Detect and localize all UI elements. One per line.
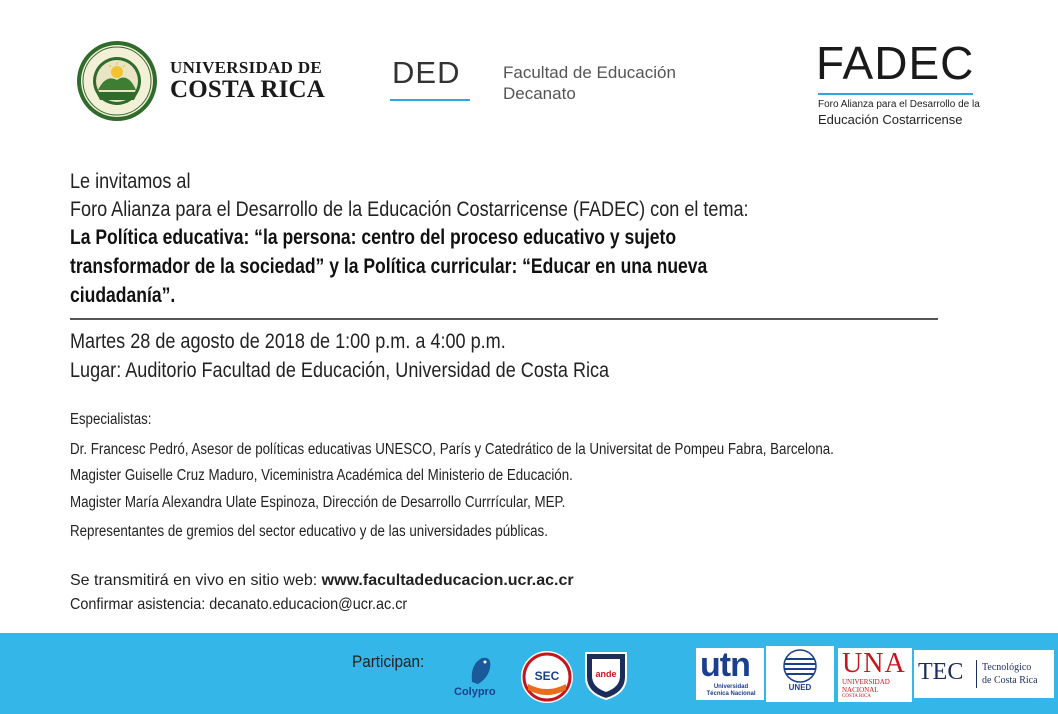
tec-divider bbox=[976, 660, 977, 688]
sec-logo bbox=[520, 650, 574, 704]
fadec-logo: FADEC bbox=[816, 37, 975, 89]
ande-text: ande bbox=[595, 669, 617, 679]
divider bbox=[70, 318, 938, 320]
stream-line bbox=[70, 572, 574, 590]
stream-url-link[interactable]: www.facultadeducacion.ucr.ac.cr bbox=[321, 572, 574, 589]
event-place: Lugar: Auditorio Facultad de Educación, Universidad de Costa Rica bbox=[70, 359, 610, 382]
event-title-line-3: ciudadanía”. bbox=[70, 284, 176, 307]
utn-logo bbox=[696, 648, 764, 700]
event-title-line-1: La Política educativa: “la persona: centro del proceso educativo y sujeto bbox=[70, 226, 677, 249]
facultad-decanato bbox=[503, 62, 676, 104]
event-title-line-2: transformador de la sociedad” y la Política curricular: “Educar en una nueva bbox=[70, 255, 708, 278]
ande-shield-logo bbox=[583, 649, 629, 701]
facultad-name: Facultad de Educación bbox=[503, 63, 676, 82]
uned-logo bbox=[766, 646, 834, 702]
decanato-name: Decanato bbox=[503, 84, 576, 103]
utn-wordmark: utn bbox=[700, 646, 750, 684]
fadec-subtitle-2: Educación Costarricense bbox=[818, 112, 963, 127]
una-subtitle-1: UNIVERSIDAD bbox=[842, 678, 890, 686]
tec-subtitle-2: de Costa Rica bbox=[982, 675, 1038, 686]
colypro-bird-icon bbox=[452, 652, 508, 688]
una-subtitle-2: NACIONAL bbox=[842, 686, 879, 694]
una-wordmark: UNA bbox=[842, 648, 906, 679]
specialist-item: Representantes de gremios del sector educativo y de las universidades públicas. bbox=[70, 523, 548, 540]
event-date: Martes 28 de agosto de 2018 de 1:00 p.m. a 4:00 p.m. bbox=[70, 330, 506, 353]
utn-subtitle-1: Universidad bbox=[713, 684, 749, 690]
fadec-underline bbox=[818, 93, 973, 95]
specialists-heading: Especialistas: bbox=[70, 411, 152, 428]
ucr-wordmark-line2: COSTA RICA bbox=[170, 76, 326, 103]
una-logo bbox=[838, 648, 912, 702]
ucr-wordmark-line1: UNIVERSIDAD DE bbox=[170, 58, 323, 77]
uned-text: UNED bbox=[788, 683, 812, 692]
una-subtitle-3: COSTA RICA bbox=[842, 694, 871, 699]
specialist-item: Magister María Alexandra Ulate Espinoza, Dirección de Desarrollo Currrícular, MEP. bbox=[70, 494, 566, 511]
ucr-seal-logo bbox=[76, 40, 158, 122]
sec-text: SEC bbox=[534, 669, 560, 683]
colypro-logo bbox=[452, 652, 508, 702]
tec-subtitle-1: Tecnológico bbox=[982, 662, 1032, 673]
invite-line-2: Foro Alianza para el Desarrollo de la Educación Costarricense (FADEC) con el tema: bbox=[70, 198, 749, 221]
uned-globe-icon bbox=[766, 646, 834, 686]
specialist-item: Magister Guiselle Cruz Maduro, Viceministra Académica del Ministerio de Educación. bbox=[70, 467, 573, 484]
ucr-wordmark bbox=[170, 59, 325, 102]
fadec-subtitle-1: Foro Alianza para el Desarrollo de la bbox=[818, 99, 980, 110]
stream-label: Se transmitirá en vivo en sitio web: bbox=[70, 572, 322, 589]
ded-logo: DED bbox=[392, 55, 461, 90]
ded-underline bbox=[390, 99, 470, 101]
tec-logo bbox=[914, 650, 1054, 698]
invite-line-1: Le invitamos al bbox=[70, 170, 191, 193]
tec-wordmark: TEC bbox=[918, 659, 964, 685]
utn-subtitle-2: Técnica Nacional bbox=[706, 691, 756, 697]
participants-label: Participan: bbox=[352, 652, 425, 671]
confirm-line: Confirmar asistencia: decanato.educacion@ucr.ac.cr bbox=[70, 596, 408, 613]
specialist-item: Dr. Francesc Pedró, Asesor de políticas educativas UNESCO, París y Catedrático de la Universitat de Pompeu Fabra, Barcelona. bbox=[70, 441, 834, 458]
colypro-text: Colypro bbox=[454, 686, 496, 698]
